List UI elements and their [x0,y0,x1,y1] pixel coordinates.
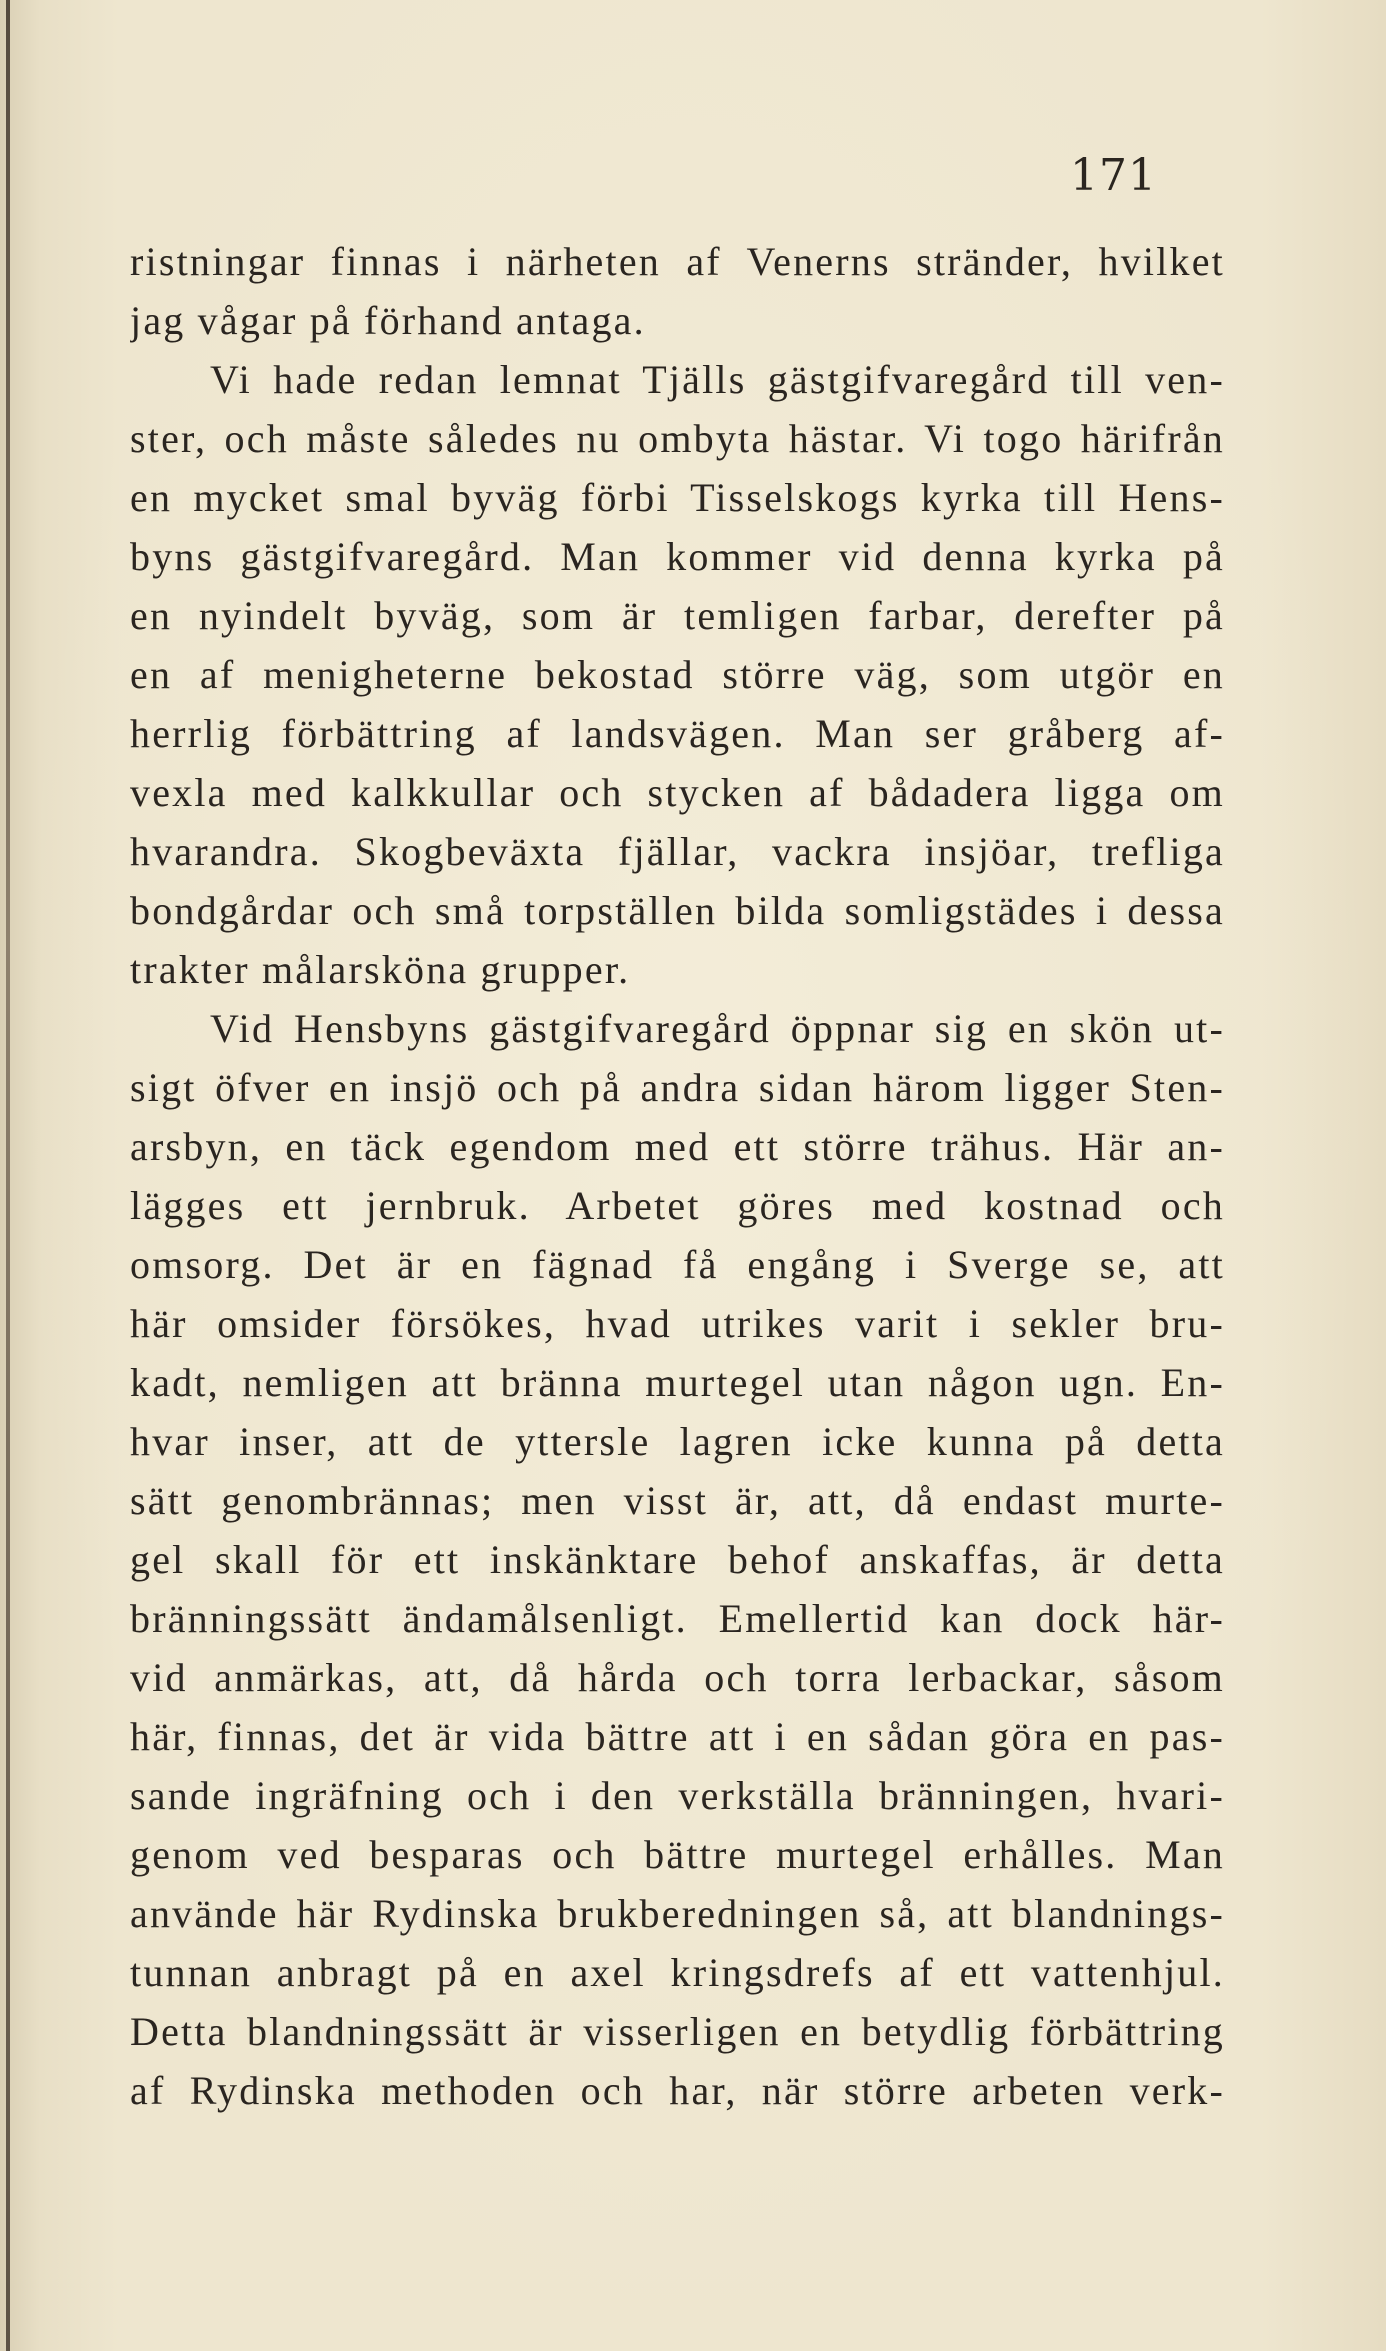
text-line: bondgårdar och små torpställen bilda somligstädes i dessa [130,888,1225,933]
text-line: sätt genombrännas; men visst är, att, då endast murte- [130,1478,1225,1523]
binding-edge [6,0,10,2351]
text-line: byns gästgifvaregård. Man kommer vid denna kyrka på [130,534,1225,579]
text-line: jag vågar på förhand antaga. [130,298,646,343]
text-line: ster, och måste således nu ombyta hästar. Vi togo härifrån [130,416,1225,461]
text-line: sigt öfver en insjö och på andra sidan härom ligger Sten- [130,1065,1225,1110]
text-line: kadt, nemligen att bränna murtegel utan någon ugn. En- [130,1360,1225,1405]
text-line: använde här Rydinska brukberedningen så, att blandnings- [130,1891,1225,1936]
page-number: 171 [1070,150,1157,201]
text-line: gel skall för ett inskänktare behof anskaffas, är detta [130,1537,1225,1582]
text-line: vid anmärkas, att, då hårda och torra lerbackar, såsom [130,1655,1225,1700]
text-line: lägges ett jernbruk. Arbetet göres med kostnad och [130,1183,1225,1228]
text-line: hvar inser, att de yttersle lagren icke kunna på detta [130,1419,1225,1464]
text-line: en nyindelt byväg, som är temligen farbar, derefter på [130,593,1225,638]
text-line: omsorg. Det är en fägnad få engång i Sverge se, att [130,1242,1225,1287]
text-line: sande ingräfning och i den verkställa bränningen, hvari- [130,1773,1225,1818]
text-line: hvarandra. Skogbeväxta fjällar, vackra insjöar, trefliga [130,829,1225,874]
text-line: genom ved besparas och bättre murtegel erhålles. Man [130,1832,1225,1877]
text-line: en mycket smal byväg förbi Tisselskogs kyrka till Hens- [130,475,1225,520]
text-line: arsbyn, en täck egendom med ett större trähus. Här an- [130,1124,1225,1169]
body-text [130,232,1225,2120]
text-line: en af menigheterne bekostad större väg, som utgör en [130,652,1225,697]
text-line: Detta blandningssätt är visserligen en betydlig förbättring [130,2009,1225,2054]
text-line: trakter målarsköna grupper. [130,947,631,992]
text-line: ristningar finnas i närheten af Venerns stränder, hvilket [130,239,1225,284]
text-line: bränningssätt ändamålsenligt. Emellertid kan dock här- [130,1596,1225,1641]
text-line: här, finnas, det är vida bättre att i en sådan göra en pas- [130,1714,1225,1759]
text-line: herrlig förbättring af landsvägen. Man ser gråberg af- [130,711,1225,756]
text-line: Vid Hensbyns gästgifvaregård öppnar sig en skön ut- [210,1006,1225,1051]
text-line: af Rydinska methoden och har, när större arbeten verk- [130,2068,1225,2113]
text-line: tunnan anbragt på en axel kringsdrefs af ett vattenhjul. [130,1950,1225,1995]
text-line: vexla med kalkkullar och stycken af bådadera ligga om [130,770,1225,815]
text-line: här omsider försökes, hvad utrikes varit i sekler bru- [130,1301,1225,1346]
text-line: Vi hade redan lemnat Tjälls gästgifvaregård till ven- [210,357,1225,402]
